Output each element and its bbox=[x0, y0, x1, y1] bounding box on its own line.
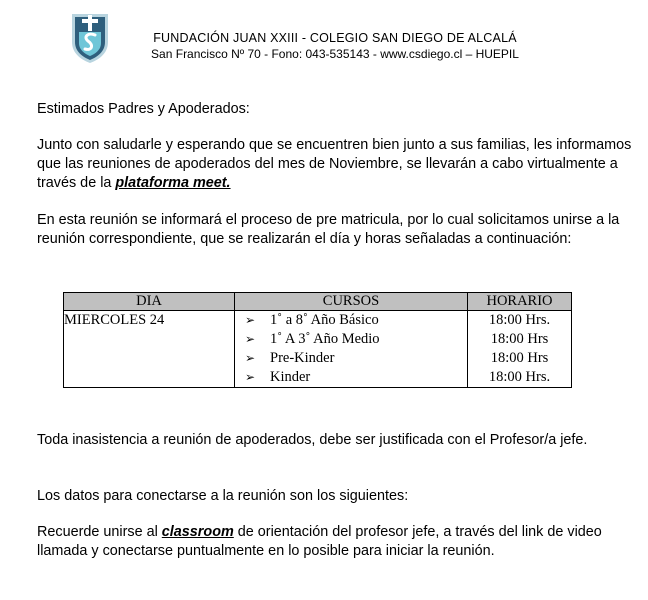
table-header-row bbox=[64, 293, 572, 311]
schedule-table bbox=[63, 292, 572, 388]
course-name: 1˚ a 8˚ Año Básico bbox=[270, 312, 379, 328]
arrow-bullet-icon: ➢ bbox=[245, 313, 256, 327]
header-day: DIA bbox=[64, 293, 235, 311]
paragraph-connection: Los datos para conectarse a la reunión son los siguientes: bbox=[37, 488, 409, 504]
table-row bbox=[64, 311, 572, 388]
schedule-cell bbox=[468, 311, 572, 388]
time-value: 18:00 Hrs. bbox=[488, 369, 551, 385]
classroom-emphasis: classroom bbox=[161, 524, 234, 540]
list-item bbox=[245, 330, 467, 349]
paragraph-absence: Toda inasistencia a reunión de apoderados, debe ser justificada con el Profesor/a jefe. bbox=[37, 432, 588, 448]
list-item bbox=[245, 368, 467, 387]
arrow-bullet-icon: ➢ bbox=[245, 332, 256, 346]
header-schedule: HORARIO bbox=[468, 293, 572, 311]
paragraph-intro bbox=[37, 136, 637, 193]
header-courses: CURSOS bbox=[235, 293, 468, 311]
time-value: 18:00 Hrs bbox=[490, 350, 549, 366]
time-value: 18:00 Hrs. bbox=[488, 312, 551, 328]
arrow-bullet-icon: ➢ bbox=[245, 351, 256, 365]
paragraph-pre-enrollment: En esta reunión se informará el proceso de pre matricula, por lo cual solicitamos unirse a la reunión correspondiente, que se realizarán el día y horas señaladas a continuación: bbox=[37, 212, 620, 247]
platform-emphasis: plataforma meet. bbox=[115, 175, 231, 191]
day-cell: MIERCOLES 24 bbox=[64, 311, 235, 388]
salutation: Estimados Padres y Apoderados: bbox=[37, 101, 250, 117]
paragraph-classroom bbox=[37, 523, 637, 561]
school-crest-icon bbox=[70, 12, 110, 64]
courses-cell bbox=[235, 311, 468, 388]
header-institution: FUNDACIÓN JUAN XXIII - COLEGIO SAN DIEGO DE ALCALÁ bbox=[153, 31, 517, 45]
classroom-text-pre: Recuerde unirse al bbox=[37, 524, 162, 540]
arrow-bullet-icon: ➢ bbox=[245, 370, 256, 384]
course-name: Kinder bbox=[270, 369, 311, 385]
time-value: 18:00 Hrs bbox=[490, 331, 549, 347]
list-item bbox=[245, 311, 467, 330]
intro-text: Junto con saludarle y esperando que se encuentren bien junto a sus familias, les informamos que las reuniones de apoderados del mes de Noviembre, se llevarán a cabo virtualmente a través de la bbox=[37, 137, 632, 191]
course-name: Pre-Kinder bbox=[270, 350, 335, 366]
header-contact: San Francisco Nº 70 - Fono: 043-535143 - www.csdiego.cl – HUEPIL bbox=[151, 47, 519, 61]
course-name: 1˚ A 3˚ Año Medio bbox=[270, 331, 380, 347]
course-list bbox=[235, 311, 467, 387]
classroom-text-post: de orientación del profesor jefe, a través del link de video llamada y conectarse puntualmente en lo posible para iniciar la reunión. bbox=[37, 524, 602, 559]
list-item bbox=[245, 349, 467, 368]
